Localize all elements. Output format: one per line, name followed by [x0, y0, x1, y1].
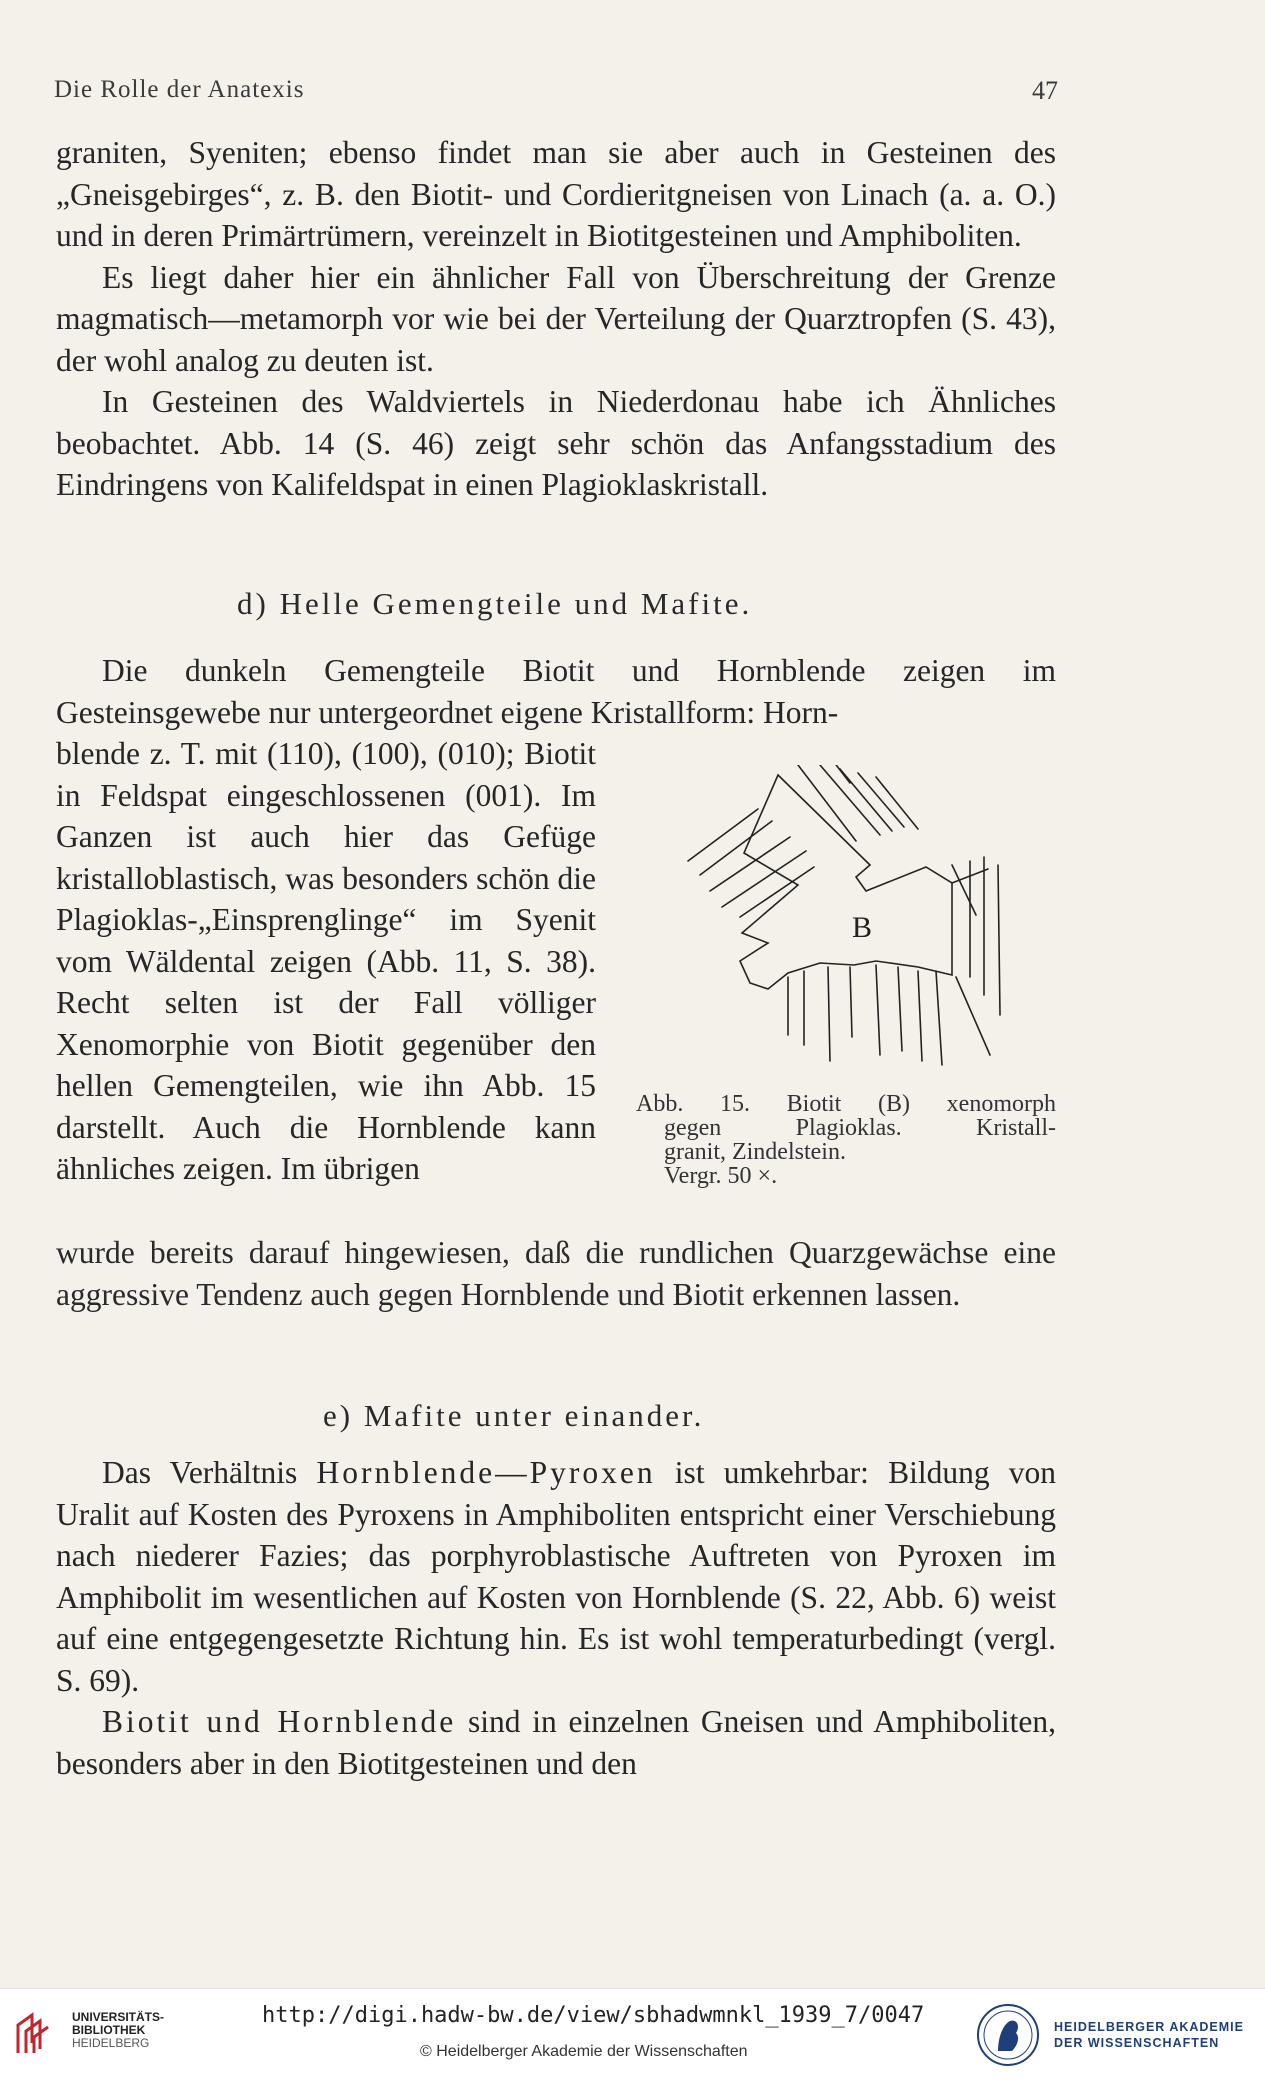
academy-line-2: DER WISSENSCHAFTEN [1054, 2036, 1220, 2050]
paragraph-6-emphasis: Biotit und Hornblende [102, 1704, 457, 1739]
text-block-top [56, 132, 1056, 506]
running-title: Die Rolle der Anatexis [54, 76, 305, 103]
caption-line-1: Abb. 15. Biotit (B) xenomorph [636, 1091, 1056, 1117]
caption-line-3: granit, Zindelstein. [664, 1139, 846, 1165]
figure-biotite-drawing [680, 765, 1020, 1085]
academy-seal-icon [976, 2003, 1040, 2067]
caption-line-2: gegen Plagioklas. Kristall- [664, 1115, 1056, 1141]
paragraph-1: graniten, Syeniten; ebenso findet man sie aber auch in Gesteinen des „Gneisgebirges“, z. B. den Biotit- und Cordieritgneisen von Linach (a. a. O.) und in deren Primärtrümern, vereinzelt in Biotitgesteinen und Amphiboliten. [56, 135, 1056, 253]
section-heading-e: e) Mafite unter einander. [323, 1398, 705, 1433]
paragraph-4-continuation: wurde bereits darauf hingewiesen, daß die rundlichen Quarzgewächse eine aggressive Tendenz auch gegen Hornblende und Biotit erkennen lassen. [56, 1235, 1056, 1312]
figure-label-b: B [852, 911, 873, 944]
paragraph-2: Es liegt daher hier ein ähnlicher Fall von Überschreitung der Grenze magmatisch—metamorph vor wie bei der Verteilung der Quarztropfen (S. 43), der wohl analog zu deuten ist. [56, 259, 1056, 378]
paragraph-3: In Gesteinen des Waldviertels in Niederdonau habe ich Ähnliches beobachtet. Abb. 14 (S. 46) zeigt sehr schön das Anfangsstadium des Eindringens von Kalifeldspat in einen Plagioklaskristall. [56, 384, 1056, 502]
figure-caption [636, 1092, 1056, 1188]
paragraph-5 [56, 1452, 1056, 1701]
digitization-footer [0, 1988, 1265, 2079]
paragraph-5-emphasis: Hornblende—Pyroxen [316, 1455, 656, 1490]
running-header [54, 76, 1058, 110]
page-number: 47 [1032, 76, 1058, 105]
academy-name [1054, 2019, 1244, 2051]
ub-logo-icon [14, 2011, 62, 2057]
academy-line-1: HEIDELBERGER AKADEMIE [1054, 2020, 1244, 2034]
library-line-2: BIBLIOTHEK [72, 2023, 146, 2037]
paragraph-6 [56, 1701, 1056, 1784]
paragraph-5-rest: ist umkehrbar: Bildung von Uralit auf Kosten des Pyroxens in Amphiboliten entspricht einer Verschiebung nach niederer Fazies; das porphyroblastische Auftreten von Pyroxen im Amphibolit im wesentlichen auf Kosten von Hornblende (S. 22, Abb. 6) weist auf eine entgegengesetzte Richtung hin. Es ist wohl temperaturbedingt (vergl. S. 69). [56, 1455, 1056, 1698]
caption-line-4: Vergr. 50 ×. [664, 1163, 778, 1189]
section-heading-d: d) Helle Gemengteile und Mafite. [237, 586, 753, 621]
permalink-url[interactable]: http://digi.hadw-bw.de/view/sbhadwmnkl_1939_7/0047 [262, 2003, 925, 2028]
text-block-bottom [56, 1452, 1056, 1784]
library-line-1: UNIVERSITÄTS- [72, 2010, 165, 2024]
paragraph-4-wide: Die dunkeln Gemengteile Biotit und Hornblende zeigen im Gesteinsgewebe nur untergeordnet eigene Kristallform: Horn- [56, 653, 1056, 730]
library-name [72, 2011, 164, 2050]
copyright-notice: © Heidelberger Akademie der Wissenschaften [420, 2043, 748, 2060]
library-line-3: HEIDELBERG [72, 2036, 150, 2050]
paragraph-5-start: Das Verhältnis [102, 1455, 317, 1490]
paragraph-4-narrow: blende z. T. mit (110), (100), (010); Biotit in Feldspat eingeschlossenen (001). Im Ganzen ist auch hier das Gefüge kristalloblastisch, was besonders schön die Plagioklas-„Einsprenglinge“ im Syenit vom Wäldental zeigen (Abb. 11, S. 38). Recht selten ist der Fall völliger Xenomorphie von Biotit gegenüber den hellen Gemengteilen, wie ihn Abb. 15 darstellt. Auch die Hornblende kann ähnliches zeigen. Im übrigen [56, 736, 596, 1186]
paragraph-6-rest: sind in einzelnen Gneisen und Amphiboliten, besonders aber in den Biotitgesteinen und den [56, 1704, 1056, 1781]
